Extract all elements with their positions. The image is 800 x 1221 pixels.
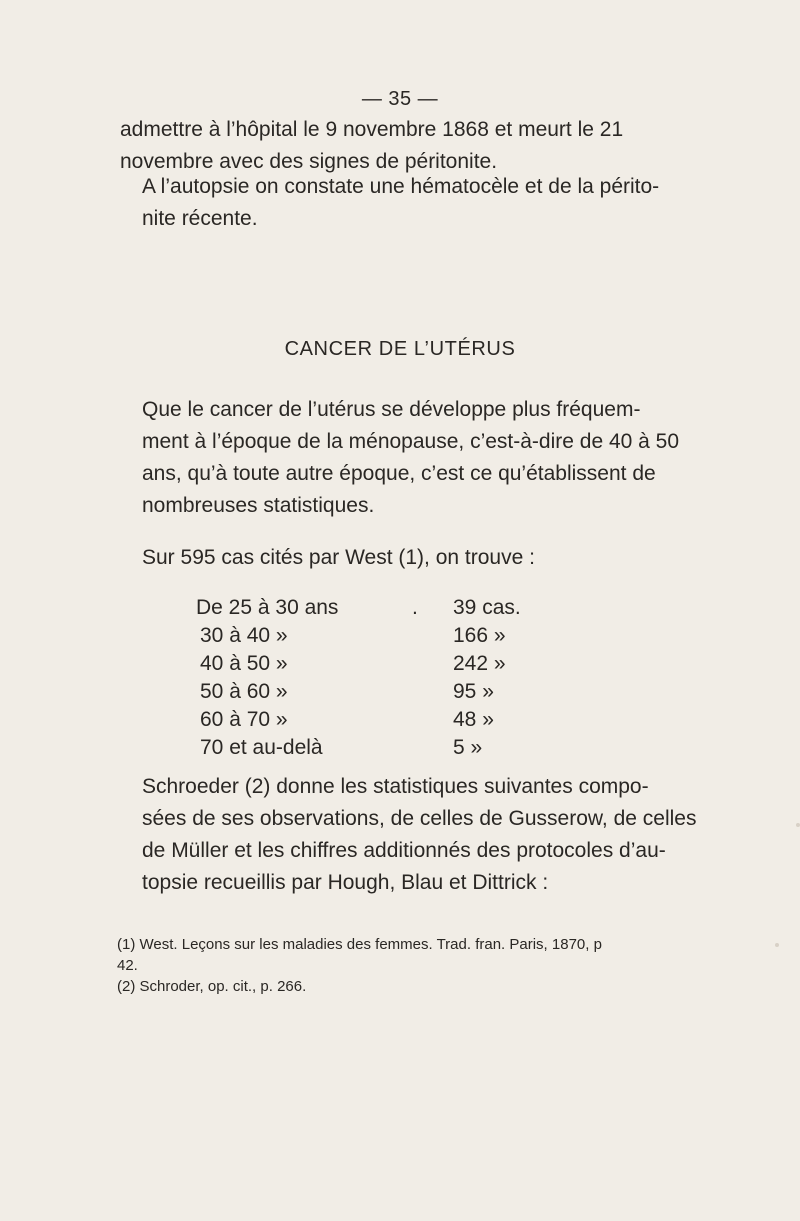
age-range: 30 à 40 » bbox=[200, 624, 288, 647]
footnote-line: 42. bbox=[117, 957, 138, 974]
table-row bbox=[196, 734, 576, 762]
age-range: De 25 à 30 ans bbox=[196, 596, 339, 619]
paragraph-line: A l’autopsie on constate une hématocèle et de la périto- bbox=[142, 175, 660, 198]
paragraph-line: de Müller et les chiffres additionnés des protocoles d’au- bbox=[142, 839, 666, 862]
paper-speck bbox=[775, 943, 779, 947]
age-range: 60 à 70 » bbox=[200, 708, 288, 731]
footnote-line: (2) Schroder, op. cit., p. 266. bbox=[117, 978, 307, 995]
table-row bbox=[196, 622, 576, 650]
table-row bbox=[196, 706, 576, 734]
paragraph-line: sées de ses observations, de celles de Gusserow, de celles bbox=[142, 807, 697, 830]
paragraph-line: Que le cancer de l’utérus se développe plus fréquem- bbox=[142, 398, 641, 421]
paragraph-line: nombreuses statistiques. bbox=[142, 494, 375, 517]
footnotes bbox=[117, 934, 697, 997]
paragraph-line: topsie recueillis par Hough, Blau et Dittrick : bbox=[142, 871, 549, 894]
paragraph-line: admettre à l’hôpital le 9 novembre 1868 et meurt le 21 bbox=[120, 118, 624, 141]
table-row bbox=[196, 678, 576, 706]
paragraph-line: Schroeder (2) donne les statistiques suivantes compo- bbox=[142, 775, 649, 798]
case-count: 242 » bbox=[453, 652, 506, 675]
paragraph-line: nite récente. bbox=[142, 207, 258, 230]
age-range: 50 à 60 » bbox=[200, 680, 288, 703]
table-row bbox=[196, 594, 576, 622]
paragraph-line: ment à l’époque de la ménopause, c’est-à-dire de 40 à 50 bbox=[142, 430, 680, 453]
footnote-line: (1) West. Leçons sur les maladies des femmes. Trad. fran. Paris, 1870, p bbox=[117, 936, 602, 953]
case-count: 5 » bbox=[453, 736, 483, 759]
paragraph-autopsy bbox=[120, 171, 687, 235]
paragraph-line: ans, qu’à toute autre époque, c’est ce qu’établissent de bbox=[142, 462, 656, 485]
age-range: 40 à 50 » bbox=[200, 652, 288, 675]
table-dot: . bbox=[412, 596, 418, 619]
paragraph-schroeder-statistics bbox=[120, 771, 697, 899]
section-heading: CANCER DE L’UTÉRUS bbox=[284, 338, 516, 360]
statistics-intro: Sur 595 cas cités par West (1), on trouve : bbox=[142, 546, 535, 569]
age-range: 70 et au-delà bbox=[200, 736, 323, 759]
paper-speck bbox=[796, 823, 800, 827]
paragraph-line: novembre avec des signes de péritonite. bbox=[120, 150, 498, 173]
case-count: 95 » bbox=[453, 680, 494, 703]
paragraph-cancer-intro bbox=[120, 394, 687, 522]
paragraph-case-history bbox=[120, 114, 687, 178]
case-count: 48 » bbox=[453, 708, 494, 731]
table-row bbox=[196, 650, 576, 678]
age-statistics-table bbox=[196, 594, 576, 762]
case-count: 166 » bbox=[453, 624, 506, 647]
case-count: 39 cas. bbox=[453, 596, 521, 619]
page-number: — 35 — bbox=[361, 88, 439, 110]
